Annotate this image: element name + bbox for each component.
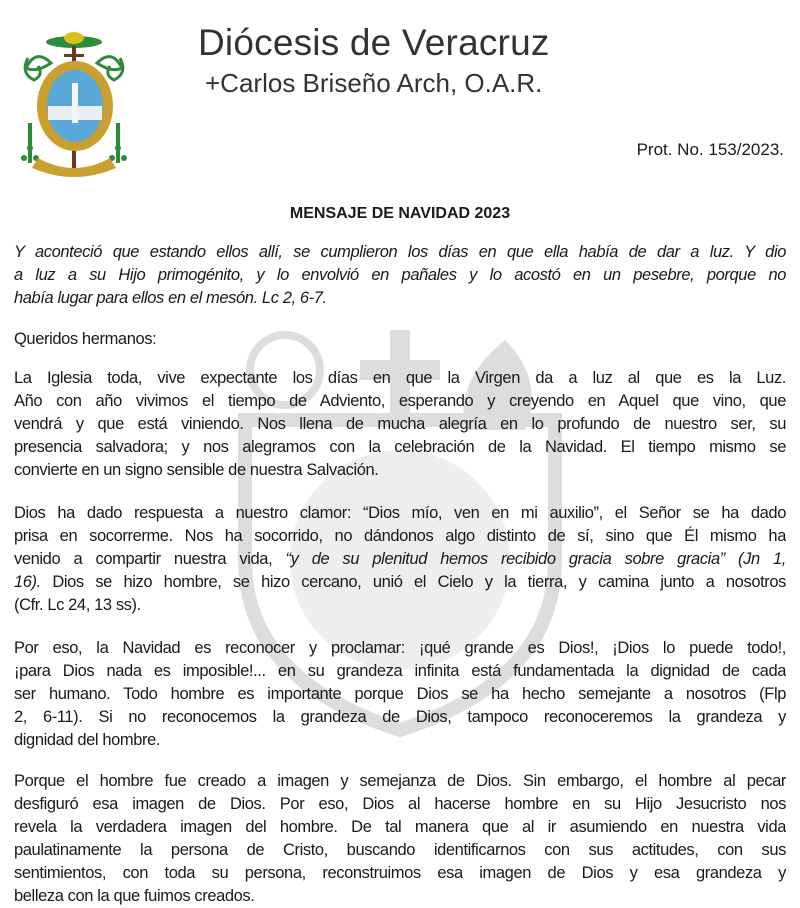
text-line (14, 885, 786, 908)
text-segment: dignidad del hombre. (14, 731, 161, 749)
text-segment: convierte en un signo sensible de nuestra Salvación. (14, 461, 379, 479)
text-segment: desfiguró esa imagen de Dios. Por eso, Dios al hacerse hombre en su Hijo Jesucristo nos (14, 795, 786, 813)
text-segment: sentimientos, con toda su persona, reconstruimos esa imagen de Dios y esa grandeza y (14, 864, 786, 882)
text-line (14, 413, 786, 436)
text-segment: revela la verdadera imagen del hombre. De tal manera que al ir asumiendo en nuestra vida (14, 818, 786, 836)
scripture-quote (14, 241, 786, 310)
text-segment: Por eso, la Navidad es reconocer y proclamar: ¡qué grande es Dios!, ¡Dios lo puede todo!, (14, 639, 786, 657)
text-line (14, 390, 786, 413)
bishop-name: +Carlos Briseño Arch, O.A.R. (205, 68, 543, 98)
text-line (14, 660, 786, 683)
text-line (14, 683, 786, 706)
text-line (14, 287, 786, 310)
italic-text: Y aconteció que estando ellos allí, se cumplieron los días en que ella había de dar a luz. Y dio (14, 243, 786, 261)
text-line (14, 729, 786, 752)
paragraph-greatness (14, 637, 786, 752)
text-segment: Porque el hombre fue creado a imagen y semejanza de Dios. Sin embargo, el hombre al pecar (14, 772, 786, 790)
text-segment: venido a compartir nuestra vida, (14, 550, 286, 568)
text-line (14, 793, 786, 816)
text-line (14, 548, 786, 571)
text-segment: Queridos hermanos: (14, 330, 157, 348)
text-segment: (Cfr. Lc 24, 13 ss). (14, 596, 141, 614)
italic-text: “y de su plenitud hemos recibido gracia sobre gracia” (Jn 1, (285, 550, 786, 568)
text-segment: ser humano. Todo hombre es importante porque Dios se ha hecho semejante a nosotros (Flp (14, 685, 786, 703)
text-line (14, 839, 786, 862)
paragraph-advent (14, 367, 786, 482)
text-segment: Dios ha dado respuesta a nuestro clamor: “Dios mío, ven en mi auxilio”, el Señor se ha dado (14, 504, 786, 522)
protocol-number: Prot. No. 153/2023. (636, 140, 784, 159)
text-segment: ¡para Dios nada es imposible!... en su grandeza infinita está fundamentada la dignidad de cada (14, 662, 786, 680)
text-line (14, 367, 786, 390)
italic-text: había lugar para ellos en el mesón. Lc 2, 6-7. (14, 289, 327, 307)
text-line (14, 328, 786, 351)
text-line (14, 594, 786, 617)
text-segment: presencia salvadora; y nos alegramos con la celebración de la Navidad. El tiempo mismo se (14, 438, 786, 456)
text-line (14, 264, 786, 287)
text-line (14, 436, 786, 459)
text-line (14, 862, 786, 885)
text-line (14, 241, 786, 264)
text-line (14, 525, 786, 548)
text-segment: La Iglesia toda, vive expectante los días en que la Virgen da a luz al que es la Luz. (14, 369, 786, 387)
text-line (14, 637, 786, 660)
text-segment: prisa en socorrerme. Nos ha socorrido, no dándonos algo distinto de sí, sino que Él mismo ha (14, 527, 786, 545)
text-line (14, 770, 786, 793)
text-segment: vendrá y que está viniendo. Nos llena de mucha alegría en lo profundo de nuestro ser, su (14, 415, 786, 433)
italic-text: 16). (14, 573, 41, 591)
text-segment: Año con año vivimos el tiempo de Adviento, esperando y creyendo en Aquel que vino, que (14, 392, 786, 410)
text-line (14, 502, 786, 525)
paragraph-response (14, 502, 786, 617)
text-line (14, 571, 786, 594)
italic-text: a luz a su Hijo primogénito, y lo envolvió en pañales y lo acostó en un pesebre, porque no (14, 266, 786, 284)
message-heading: MENSAJE DE NAVIDAD 2023 (289, 205, 511, 222)
text-line (14, 706, 786, 729)
diocese-coat-of-arms-logo (18, 28, 130, 178)
text-line (14, 459, 786, 482)
text-segment: belleza con la que fuimos creados. (14, 887, 255, 905)
greeting (14, 328, 786, 351)
text-line (14, 816, 786, 839)
paragraph-image (14, 770, 786, 908)
text-segment: 2, 6-11). Si no reconocemos la grandeza de Dios, tampoco reconoceremos la grandeza y (14, 708, 786, 726)
text-segment: Dios se hizo hombre, se hizo cercano, unió el Cielo y la tierra, y camina junto a nosotros (40, 573, 786, 591)
text-segment: paulatinamente la persona de Cristo, buscando identificarnos con sus actitudes, con sus (14, 841, 786, 859)
diocese-title: Diócesis de Veracruz (198, 22, 550, 63)
